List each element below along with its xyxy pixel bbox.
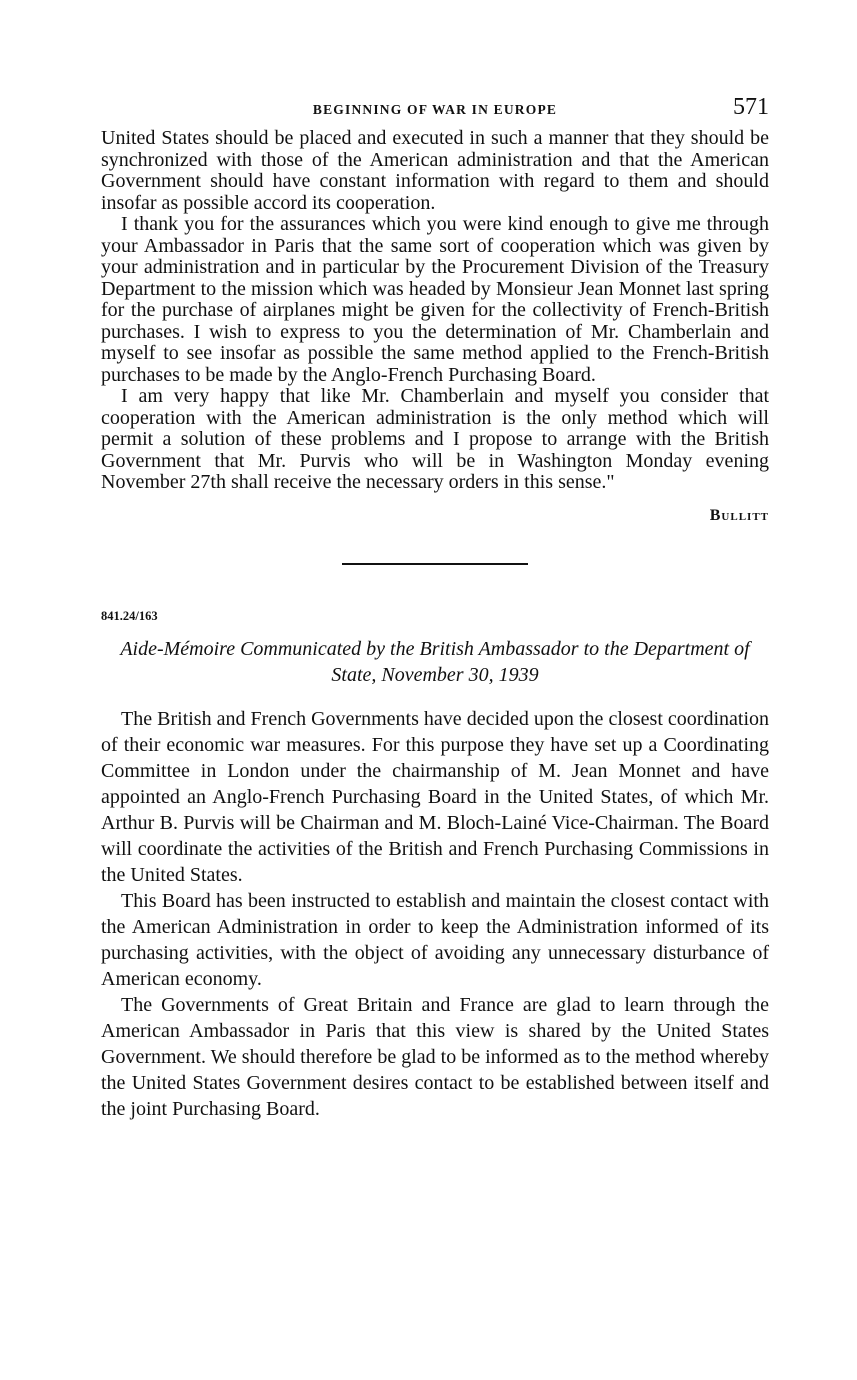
body-paragraph: The Governments of Great Britain and France are glad to learn through the American Ambassador in Paris that this view is shared by the United States Government. We should therefore be glad to be informed as to the method whereby the United States Government desires contact to be established between itself and the joint Purchasing Board.: [101, 993, 769, 1120]
aide-memoire-body: [101, 706, 769, 1122]
running-header: [101, 94, 769, 128]
body-paragraph: The British and French Governments have decided upon the closest coordination of their economic war measures. For this purpose they have set up a Coordinating Committee in London under the chairmanship of M. Jean Monnet and have appointed an Anglo-French Purchasing Board in the United States, of which Mr. Arthur B. Purvis will be Chairman and M. Bloch-Lainé Vice-Chairman. The Board will coordinate the activities of the British and French Purchasing Commissions in the United States.: [101, 707, 769, 886]
signature: Bullitt: [709, 506, 769, 524]
letter-paragraph: I am very happy that like Mr. Chamberlain and myself you consider that cooperation with the American administration is the only method which will permit a solution of these problems and I propose to arrange with the British Government that Mr. Purvis who will be in Washington Monday evening November 27th shall receive the necessary orders in this sense.": [101, 385, 769, 493]
letter-body: [101, 128, 769, 494]
body-paragraph: This Board has been instructed to establish and maintain the closest contact with the American Administration in order to keep the Administration informed of its purchasing activities, with the object of avoiding any unnecessary disturbance of American economy.: [101, 889, 769, 990]
document-title: Aide-Mémoire Communicated by the British Ambassador to the Department of State, November 30, 1939: [120, 637, 750, 686]
file-number: 841.24/163: [101, 608, 158, 623]
page-number: 571: [733, 94, 769, 120]
document-page: [101, 94, 769, 1122]
letter-paragraph: I thank you for the assurances which you were kind enough to give me through your Ambassador in Paris that the same sort of cooperation which was given by your administration and in particular by the Procurement Division of the Treasury Department to the mission which was headed by Monsieur Jean Monnet last spring for the purchase of airplanes might be given for the collectivity of French-British purchases. I wish to express to you the determination of Mr. Chamberlain and myself to see insofar as possible the same method applied to the French-British purchases to be made by the Anglo-French Purchasing Board.: [101, 213, 769, 386]
running-title: BEGINNING OF WAR IN EUROPE: [312, 102, 558, 117]
letter-paragraph: United States should be placed and executed in such a manner that they should be synchronized with those of the American administration and that the American Government should have constant information with regard to them and should insofar as possible accord its cooperation.: [101, 127, 769, 214]
section-divider: [342, 563, 528, 565]
